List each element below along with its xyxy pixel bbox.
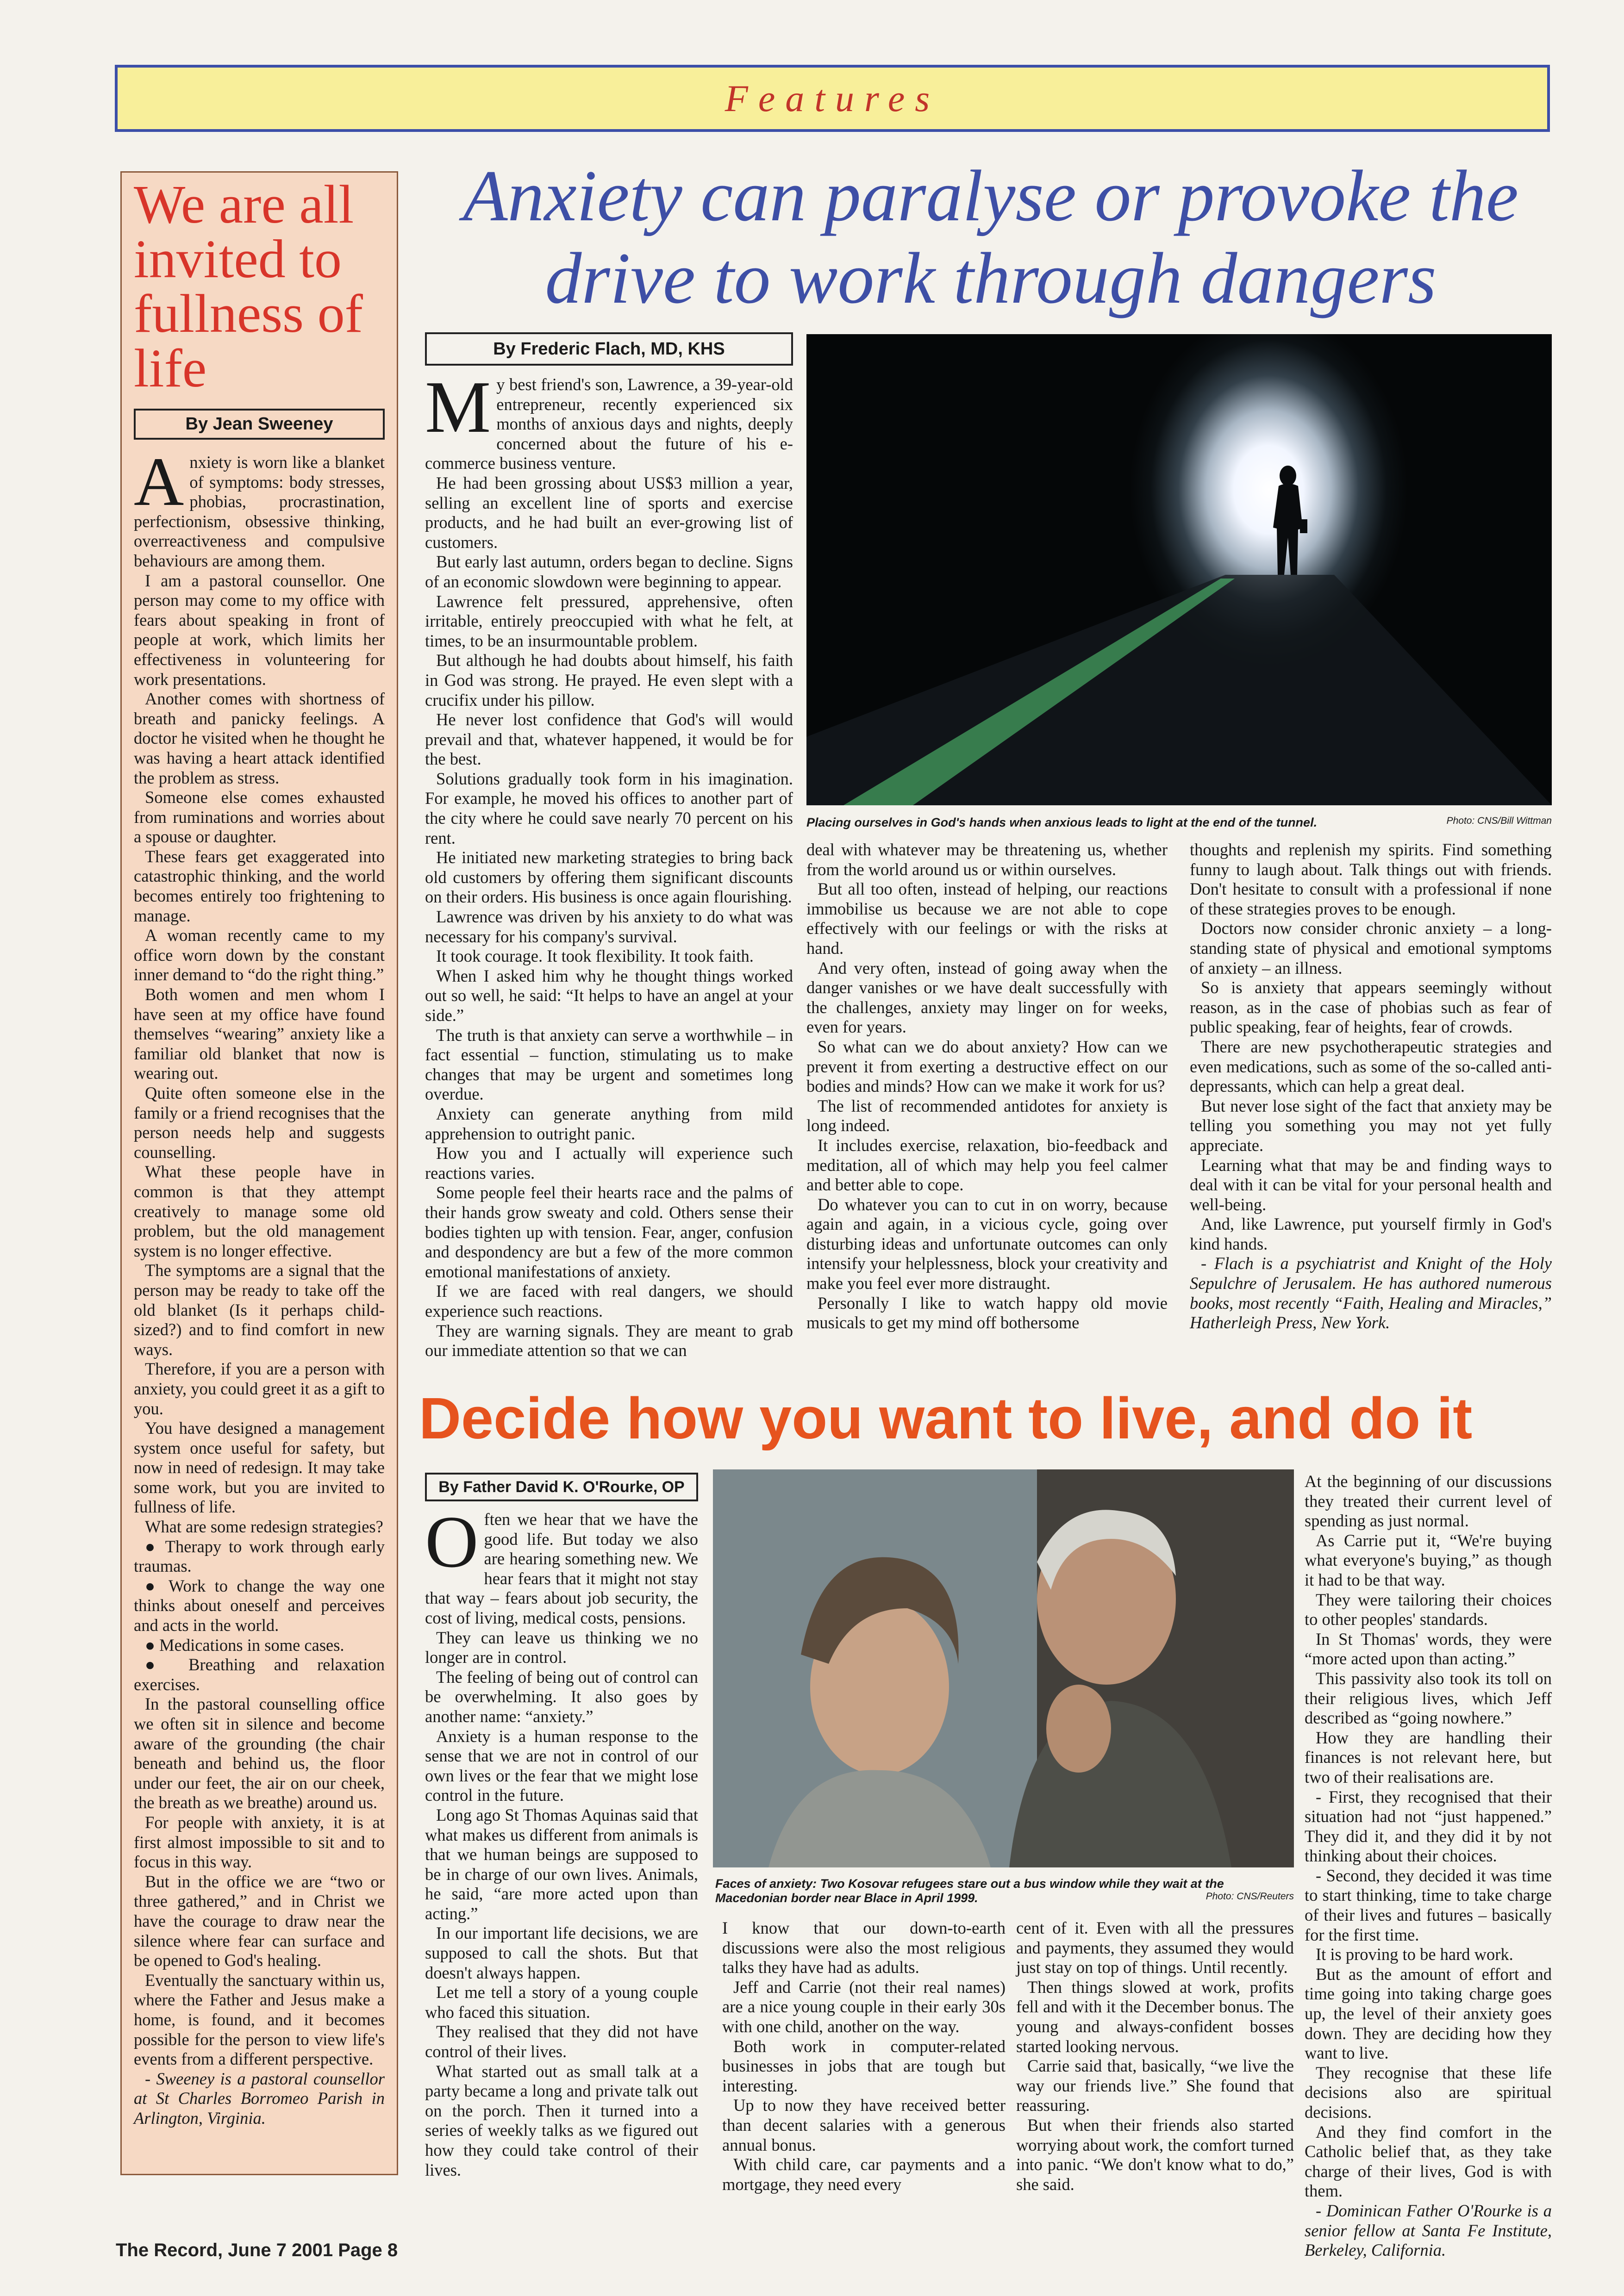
article-paragraph: So is anxiety that appears seemingly without reason, as in the case of phobias such as fear of public speaking, fear of heights, fear of crowds. bbox=[1190, 978, 1552, 1037]
sidebar-paragraph: ● Medications in some cases. bbox=[145, 1635, 344, 1655]
tunnel-photo bbox=[806, 334, 1552, 805]
article-paragraph: Both work in computer-related businesses in jobs that are tough but interesting. bbox=[722, 2036, 1006, 2095]
refugees-illustration bbox=[713, 1469, 1294, 1867]
article-paragraph: They realised that they did not have control of their lives. bbox=[425, 2022, 698, 2061]
article-paragraph: The truth is that anxiety can serve a worthwhile – in fact essential – function, stimulating us to make changes that may be urgent and sometimes long overdue. bbox=[425, 1025, 793, 1104]
article-paragraph: Some people feel their hearts race and the palms of their hands grow sweaty and cold. Others sense their bodies tighten up with tension. Fear, anger, confusion and despondency are but a few of the more common emotional manifestations of anxiety. bbox=[425, 1183, 793, 1281]
article-paragraph: It took courage. It took flexibility. It took faith. bbox=[436, 946, 754, 966]
article-paragraph: - First, they recognised that their situation had not “just happened.” They did it, and they did it by not thinking about their choices. bbox=[1305, 1787, 1552, 1866]
sidebar-paragraph: You have designed a management system once useful for safety, but now in need of redesign. It may take some work, but you are invited to fullness of life. bbox=[134, 1419, 385, 1517]
article-paragraph: How they are handling their finances is not relevant here, but two of their realisations are. bbox=[1305, 1728, 1552, 1786]
sidebar-paragraph: In the pastoral counselling office we often sit in silence and become aware of the grounding (the chair beneath and behind us, the floor under our feet, the air on our cheek, the breath as we breathe) around us. bbox=[134, 1694, 385, 1812]
sidebar-paragraph: ● Work to change the way one thinks about oneself and perceives and acts in the world. bbox=[134, 1576, 385, 1635]
sidebar-paragraph: I am a pastoral counsellor. One person may come to my office with fears about speaking in front of people at work, which limits her effectiveness in volunteering for work presentations. bbox=[134, 571, 385, 689]
article1-author-bio: - Flach is a psychiatrist and Knight of the Holy Sepulchre of Jerusalem. He has authored numerous books, most recently “Faith, Healing and Miracles,” Hatherleigh Press, New York. bbox=[1190, 1254, 1552, 1332]
article-paragraph: But although he had doubts about himself, his faith in God was strong. He prayed. He even slept with a crucifix under his pillow. bbox=[425, 651, 793, 709]
article-paragraph: And, like Lawrence, put yourself firmly in God's kind hands. bbox=[1190, 1214, 1552, 1253]
sidebar-paragraph: Therefore, if you are a person with anxiety, you could greet it as a gift to you. bbox=[134, 1359, 385, 1418]
article-paragraph: How you and I actually will experience such reactions varies. bbox=[425, 1144, 793, 1182]
page-footer: The Record, June 7 2001 Page 8 bbox=[116, 2240, 398, 2260]
sidebar-paragraph: These fears get exaggerated into catastrophic thinking, and the world becomes entirely too frightening to manage. bbox=[134, 846, 385, 925]
article-paragraph: It is proving to be hard work. bbox=[1316, 1945, 1513, 1964]
sidebar-dropcap: A bbox=[134, 443, 184, 520]
article-paragraph: He initiated new marketing strategies to bring back old customers by offering them significant discounts on their orders. His business is once again flourishing. bbox=[425, 848, 793, 907]
tunnel-illustration bbox=[806, 334, 1552, 805]
article2-column-2 bbox=[722, 1918, 1006, 2242]
article-paragraph: Then things slowed at work, profits fell and with it the December bonus. The young and always-confident bosses started looking nervous. bbox=[1016, 1977, 1294, 2056]
article-paragraph: They recognise that these life decisions also are spiritual decisions. bbox=[1305, 2063, 1552, 2122]
article-paragraph: ften we hear that we have the good life. But today we also are hearing something new. We hear fears that it might not stay that way – fears about job security, the cost of living, medical costs, pensions. bbox=[425, 1510, 698, 1627]
refugees-photo-caption bbox=[715, 1877, 1294, 1905]
article-paragraph: What started out as small talk at a party became a long and private talk out on the porch. Then it turned into a series of weekly talks as we figured out how they could take control of their lives. bbox=[425, 2061, 698, 2179]
article-paragraph: So what can we do about anxiety? How can we prevent it from exerting a destructive effect on our bodies and minds? How can we make it work for us? bbox=[806, 1037, 1168, 1096]
article-paragraph: He had been grossing about US$3 million a year, selling an excellent line of sports and exercise products, and he had built an ever-growing list of customers. bbox=[425, 473, 793, 552]
article2-column-4 bbox=[1305, 1472, 1552, 2260]
article-paragraph: - Second, they decided it was time to start thinking, time to take charge of their lives and futures – basically for the first time. bbox=[1305, 1866, 1552, 1944]
article2-byline: By Father David K. O'Rourke, OP bbox=[425, 1473, 698, 1501]
article-paragraph: I know that our down-to-earth discussions were also the most religious talks they have had as adults. bbox=[722, 1918, 1006, 1977]
refugees-photo bbox=[713, 1469, 1294, 1867]
tunnel-caption-text: Placing ourselves in God's hands when anxious leads to light at the end of the tunnel. bbox=[806, 815, 1318, 829]
tunnel-photo-credit: Photo: CNS/Bill Wittman bbox=[1446, 815, 1552, 826]
article-paragraph: In our important life decisions, we are supposed to call the shots. But that doesn't always happen. bbox=[425, 1923, 698, 1982]
article-paragraph: Carrie said that, basically, “we live the way our friends live.” She found that reassuring. bbox=[1016, 2056, 1294, 2115]
sidebar-paragraph: ● Breathing and relaxation exercises. bbox=[134, 1655, 385, 1694]
article-paragraph: There are new psychotherapeutic strategies and even medications, such as some of the so-called anti-depressants, which can help a great deal. bbox=[1190, 1037, 1552, 1096]
article2-column-3 bbox=[1016, 1918, 1294, 2242]
sidebar-paragraph: But in the office we are “two or three gathered,” and in Christ we have the courage to draw near the silence where fear can surface and be opened to God's healing. bbox=[134, 1872, 385, 1970]
article-paragraph: And they find comfort in the Catholic belief that, as they take charge of their lives, God is with them. bbox=[1305, 2122, 1552, 2201]
article2-headline: Decide how you want to live, and do it bbox=[419, 1386, 1473, 1451]
sidebar-paragraph: The symptoms are a signal that the person may be ready to take off the old blanket (Is it perhaps child-sized?) and to find comfort in new ways. bbox=[134, 1261, 385, 1359]
article-paragraph: When I asked him why he thought things worked out so well, he said: “It helps to have an angel at your side.” bbox=[425, 966, 793, 1025]
article2-column-1 bbox=[425, 1500, 698, 2241]
article-paragraph: The feeling of being out of control can be overwhelming. It also goes by another name: “anxiety.” bbox=[425, 1667, 698, 1726]
article-paragraph: They are warning signals. They are meant to grab our immediate attention so that we can bbox=[425, 1321, 793, 1360]
article-paragraph: Anxiety is a human response to the sense that we are not in control of our own lives or the fear that we might lose control in the future. bbox=[425, 1726, 698, 1805]
article-paragraph: Jeff and Carrie (not their real names) are a nice young couple in their early 30s with one child, another on the way. bbox=[722, 1977, 1006, 2036]
article-paragraph: With child care, car payments and a mortgage, they need every bbox=[722, 2155, 1006, 2194]
article-paragraph: He never lost confidence that God's will would prevail and that, whatever happened, it would be for the best. bbox=[425, 710, 793, 769]
article2-author-bio: - Dominican Father O'Rourke is a senior fellow at Santa Fe Institute, Berkeley, California. bbox=[1305, 2201, 1552, 2260]
article-paragraph: The list of recommended antidotes for anxiety is long indeed. bbox=[806, 1096, 1168, 1135]
article-paragraph: But never lose sight of the fact that anxiety may be telling you something you may not yet fully appreciate. bbox=[1190, 1096, 1552, 1155]
tunnel-photo-caption bbox=[806, 815, 1552, 830]
article-paragraph: Anxiety can generate anything from mild apprehension to outright panic. bbox=[425, 1104, 793, 1143]
article-paragraph: deal with whatever may be threatening us, whether from the world around us or within ourselves. bbox=[806, 840, 1168, 879]
article2-dropcap: O bbox=[425, 1500, 479, 1583]
article-paragraph: cent of it. Even with all the pressures and payments, they assumed they would just stay on top of things. Until recently. bbox=[1016, 1918, 1294, 1977]
article-paragraph: Doctors now consider chronic anxiety – a long-standing state of physical and emotional symptoms of anxiety – an illness. bbox=[1190, 919, 1552, 977]
article-paragraph: But all too often, instead of helping, our reactions immobilise us because we are not able to cope effectively with our feelings or with the risks at hand. bbox=[806, 879, 1168, 958]
article1-column-2 bbox=[806, 840, 1168, 1377]
sidebar-paragraph: What these people have in common is that they attempt creatively to manage some old problem, but the old management system is no longer effective. bbox=[134, 1162, 385, 1260]
section-title: Features bbox=[725, 77, 940, 119]
article-paragraph: It includes exercise, relaxation, bio-feedback and meditation, all of which may help you feel calmer and better able to cope. bbox=[806, 1135, 1168, 1195]
article1-column-3 bbox=[1190, 840, 1552, 1377]
article-paragraph: Learning what that may be and finding ways to deal with it can be vital for your personal health and well-being. bbox=[1190, 1155, 1552, 1214]
sidebar-byline: By Jean Sweeney bbox=[134, 409, 385, 440]
sidebar-article bbox=[120, 171, 398, 2175]
article-paragraph: Lawrence felt pressured, apprehensive, often irritable, entirely preoccupied with what he felt, at times, to be an insurmountable problem. bbox=[425, 591, 793, 650]
article-paragraph: But when their friends also started worrying about work, the comfort turned into panic. “We don't know what to do,” she said. bbox=[1016, 2115, 1294, 2194]
article-paragraph: But as the amount of effort and time going into taking charge goes up, the level of their anxiety goes down. They are deciding how they want to live. bbox=[1305, 1964, 1552, 2063]
sidebar-paragraph: A woman recently came to my office worn down by the constant inner demand to “do the right thing.” bbox=[134, 926, 385, 984]
sidebar-headline: We are all invited to fullness of life bbox=[134, 174, 363, 398]
sidebar-paragraph: Quite often someone else in the family or a friend recognises that the person needs help and suggests counselling. bbox=[134, 1083, 385, 1162]
article-paragraph: Let me tell a story of a young couple who faced this situation. bbox=[425, 1983, 698, 2022]
sidebar-body bbox=[134, 443, 385, 2128]
sidebar-paragraph: For people with anxiety, it is at first almost impossible to sit and to focus in this way. bbox=[134, 1812, 385, 1872]
sidebar-paragraph: Both women and men whom I have seen at my office have found themselves “wearing” anxiety like a familiar old blanket that now is wearing out. bbox=[134, 985, 385, 1083]
article-paragraph: They were tailoring their choices to other peoples' standards. bbox=[1305, 1590, 1552, 1629]
article-paragraph: If we are faced with real dangers, we should experience such reactions. bbox=[425, 1282, 793, 1320]
sidebar-paragraph: What are some redesign strategies? bbox=[145, 1517, 383, 1537]
article-paragraph: This passivity also took its toll on their religious lives, which Jeff described as “going nowhere.” bbox=[1305, 1668, 1552, 1728]
article-paragraph: Long ago St Thomas Aquinas said that what makes us different from animals is that we human beings are supposed to be in charge of our own lives. Animals, he said, “are more acted upon than acting.” bbox=[425, 1805, 698, 1923]
sidebar-paragraph: nxiety is worn like a blanket of symptoms: body stresses, phobias, procrastination, perfectionism, obsessive thinking, overreactiveness and compulsive behaviours are among them. bbox=[134, 453, 385, 570]
article-paragraph: y best friend's son, Lawrence, a 39-year-old entrepreneur, recently experienced six months of anxious days and nights, deeply concerned about the future of his e-commerce business venture. bbox=[425, 375, 793, 473]
article1-headline: Anxiety can paralyse or provoke the drive to work through dangers bbox=[463, 156, 1518, 319]
sidebar-paragraph: Another comes with shortness of breath and panicky feelings. A doctor he visited when he thought he was having a heart attack identified the problem as stress. bbox=[134, 689, 385, 787]
sidebar-paragraph: Someone else comes exhausted from ruminations and worries about a spouse or daughter. bbox=[134, 788, 385, 846]
article1-dropcap: M bbox=[425, 366, 491, 448]
section-banner bbox=[115, 65, 1550, 132]
article-paragraph: But early last autumn, orders began to decline. Signs of an economic slowdown were beginning to appear. bbox=[425, 552, 793, 591]
article-paragraph: At the beginning of our discussions they treated their current level of spending as just normal. bbox=[1305, 1472, 1552, 1531]
article-paragraph: As Carrie put it, “We're buying what everyone's buying,” as though it had to be that way. bbox=[1305, 1531, 1552, 1589]
article1-column-1 bbox=[425, 366, 793, 1370]
sidebar-paragraph: ● Therapy to work through early traumas. bbox=[134, 1537, 385, 1576]
article-paragraph: thoughts and replenish my spirits. Find something funny to laugh about. Talk things out with friends. Don't hesitate to consult with a professional if none of these strategies proves to be enough. bbox=[1190, 840, 1552, 918]
article-paragraph: Up to now they have received better than decent salaries with a generous annual bonus. bbox=[722, 2096, 1006, 2154]
sidebar-author-bio: - Sweeney is a pastoral counsellor at St Charles Borromeo Parish in Arlington, Virginia. bbox=[134, 2069, 385, 2128]
article-paragraph: Solutions gradually took form in his imagination. For example, he moved his offices to another part of the city where he could save nearly 70 percent on his rent. bbox=[425, 769, 793, 847]
article-paragraph: And very often, instead of going away when the danger vanishes or we have dealt successfully with the challenges, anxiety may linger on for weeks, even for years. bbox=[806, 958, 1168, 1037]
article-paragraph: Lawrence was driven by his anxiety to do what was necessary for his company's survival. bbox=[425, 907, 793, 946]
article-paragraph: Do whatever you can to cut in on worry, because again and again, in a vicious cycle, going over disturbing ideas and unfortunate outcomes can only intensify your helplessness, block your creativity and make you feel ever more distraught. bbox=[806, 1195, 1168, 1293]
sidebar-paragraph: Eventually the sanctuary within us, where the Father and Jesus make a home, is found, and it becomes possible for the person to view life's events from a different perspective. bbox=[134, 1970, 385, 2069]
refugees-photo-credit: Photo: CNS/Reuters bbox=[1206, 1891, 1294, 1902]
article-paragraph: In St Thomas' words, they were “more acted upon than acting.” bbox=[1305, 1629, 1552, 1668]
refugees-caption-text: Faces of anxiety: Two Kosovar refugees stare out a bus window while they wait at the Macedonian border near Blace in April 1999. bbox=[715, 1877, 1224, 1905]
article1-byline: By Frederic Flach, MD, KHS bbox=[425, 332, 793, 366]
article-paragraph: Personally I like to watch happy old movie musicals to get my mind off bothersome bbox=[806, 1293, 1168, 1332]
article-paragraph: They can leave us thinking we no longer are in control. bbox=[425, 1628, 698, 1667]
